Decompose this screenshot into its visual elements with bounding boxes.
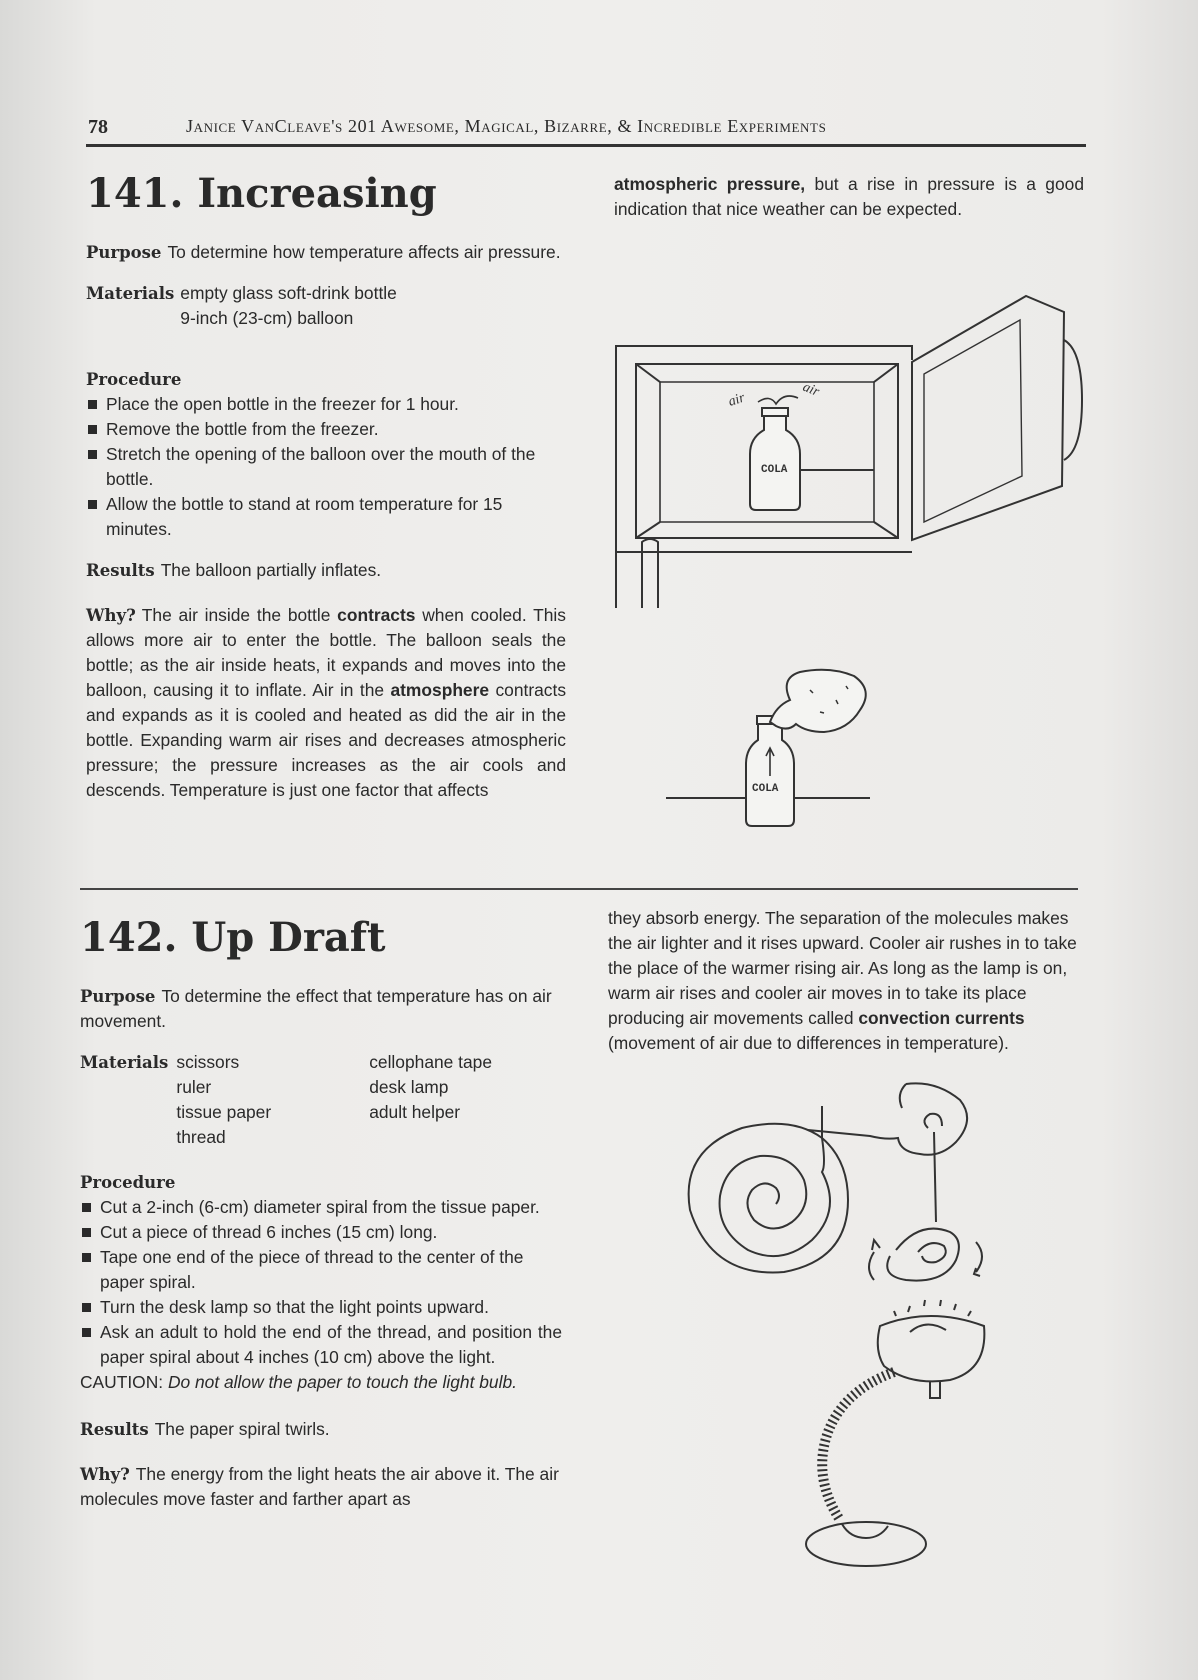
exp142-results-text: The paper spiral twirls. (154, 1419, 330, 1439)
freezer-illustration (612, 290, 1082, 620)
exp142-why-continued-text: they absorb energy. The separation of the molecules makes the air lighter and it rises upward. Cooler air rushes in to take the place of the warmer rising air. As long as the lamp is on, warm air rises and cooler air moves in to take its place producing air movements called (608, 908, 1077, 1028)
section-divider (80, 888, 1078, 890)
exp142-why (80, 1462, 562, 1512)
exp141-materials (86, 281, 566, 331)
balloon (770, 670, 866, 732)
exp141-materials-label: Materials (86, 284, 175, 303)
air-label-left: air (726, 390, 747, 410)
exp142-procedure-step: Ask an adult to hold the end of the thread, and position the paper spiral about 4 inches (10 cm) above the light. (80, 1320, 562, 1370)
exp142-caution-text: Do not allow the paper to touch the light bulb. (167, 1372, 517, 1392)
exp141-procedure-step: Remove the bottle from the freezer. (86, 417, 566, 442)
exp142-materials-label: Materials (80, 1053, 169, 1072)
freezer-door (912, 296, 1064, 540)
exp141-procedure-step: Place the open bottle in the freezer for 1 hour. (86, 392, 566, 417)
exp142-material-item: adult helper (369, 1102, 461, 1122)
exp141-procedure-list (86, 392, 566, 542)
hanging-spiral (887, 1229, 959, 1281)
exp141-title: 141. Increasing (86, 170, 437, 217)
page-number: 78 (88, 116, 108, 138)
exp142-material-item: desk lamp (369, 1077, 449, 1097)
cola-label-1: COLA (761, 464, 788, 476)
exp142-purpose-text: To determine the effect that temperature has on air movement. (80, 986, 552, 1031)
exp142-material-item: tissue paper (176, 1102, 272, 1122)
exp142-caution-label: CAUTION: (80, 1372, 164, 1392)
exp142-results (80, 1417, 562, 1442)
air-label-right: air (800, 379, 822, 400)
exp141-results-label: Results (86, 561, 155, 580)
air-curl (758, 396, 798, 404)
exp141-left-column (86, 170, 566, 819)
exp142-procedure-step: Cut a 2-inch (6-cm) diameter spiral from the tissue paper. (80, 1195, 562, 1220)
exp141-why (86, 603, 566, 803)
running-head: Janice VanCleave's 201 Awesome, Magical, Bizarre, & Incredible Experiments (186, 116, 827, 136)
exp141-results-text: The balloon partially inflates. (160, 560, 382, 580)
exp142-material-item: scissors (176, 1052, 240, 1072)
exp141-procedure-step: Allow the bottle to stand at room temperature for 15 minutes. (86, 492, 566, 542)
exp142-why-text: The energy from the light heats the air above it. The air molecules move faster and farther apart as (80, 1464, 559, 1509)
adult-hand (808, 1083, 967, 1154)
exp141-material-item: 9-inch (23-cm) balloon (180, 308, 354, 328)
exp141-why-text: The air inside the bottle (141, 605, 331, 625)
exp142-right-column (608, 906, 1082, 1072)
exp142-why-continued-text: (movement of air due to differences in temperature). (608, 1033, 1009, 1053)
exp142-procedure-label: Procedure (80, 1173, 176, 1192)
desk-lamp-illustration (800, 1080, 1070, 1580)
exp142-procedure-step: Cut a piece of thread 6 inches (15 cm) long. (80, 1220, 562, 1245)
exp141-why-text: when cooled. This allows more air to enter the bottle. The balloon seals the bottle; as the air inside heats, it expands and moves into the balloon, causing it to inflate. Air in the (86, 605, 566, 700)
exp141-purpose-text: To determine how temperature affects air pressure. (167, 242, 561, 262)
exp141-term-atmosphere: atmosphere (390, 680, 490, 700)
exp141-purpose (86, 240, 566, 265)
exp141-procedure-label: Procedure (86, 370, 182, 389)
exp142-material-item: ruler (176, 1077, 212, 1097)
exp141-term-atmospheric-pressure: atmospheric pressure, (614, 174, 806, 194)
exp141-right-column (614, 172, 1084, 238)
exp142-material-item: thread (176, 1127, 226, 1147)
page-header (86, 112, 1086, 147)
balloon-bottle-illustration (660, 670, 880, 840)
lamp-gooseneck (822, 1372, 894, 1520)
lamp-base (806, 1522, 926, 1566)
exp142-procedure-step: Tape one end of the piece of thread to the center of the paper spiral. (80, 1245, 562, 1295)
exp142-left-column (80, 914, 562, 1528)
exp142-purpose-label: Purpose (80, 987, 156, 1006)
exp142-materials (80, 1050, 562, 1150)
exp142-why-label: Why? (80, 1465, 130, 1484)
heat-rays (894, 1300, 971, 1316)
exp142-caution (80, 1370, 562, 1395)
cola-label-2: COLA (752, 783, 779, 795)
exp141-procedure-step: Stretch the opening of the balloon over the mouth of the bottle. (86, 442, 566, 492)
exp141-term-contracts: contracts (337, 605, 416, 625)
exp142-material-item: cellophane tape (369, 1052, 493, 1072)
exp141-why-label: Why? (86, 606, 136, 625)
exp141-results (86, 558, 566, 583)
exp142-results-label: Results (80, 1420, 149, 1439)
cold-bottle (750, 408, 800, 510)
thread (934, 1132, 936, 1222)
door-handle (1064, 340, 1082, 460)
exp142-procedure-list (80, 1195, 562, 1370)
exp141-purpose-label: Purpose (86, 243, 162, 262)
exp141-material-item: empty glass soft-drink bottle (180, 283, 397, 303)
exp141-why-continued (614, 172, 1084, 222)
exp142-purpose (80, 984, 562, 1034)
exp142-term-convection-currents: convection currents (858, 1008, 1025, 1028)
exp142-title: 142. Up Draft (80, 914, 386, 961)
refrigerator-handle (642, 539, 658, 608)
exp142-why-continued (608, 906, 1082, 1056)
exp141-why-continued-text: but a rise in pressure is a good indication that nice weather can be expected. (614, 174, 1084, 219)
exp141-why-text: contracts and expands as it is cooled and heated as did the air in the bottle. Expanding warm air rises and decreases atmospheric pressure; the pressure increases as the air cools and descends. Temperature is just one factor that affects (86, 680, 567, 800)
exp142-procedure-step: Turn the desk lamp so that the light points upward. (80, 1295, 562, 1320)
